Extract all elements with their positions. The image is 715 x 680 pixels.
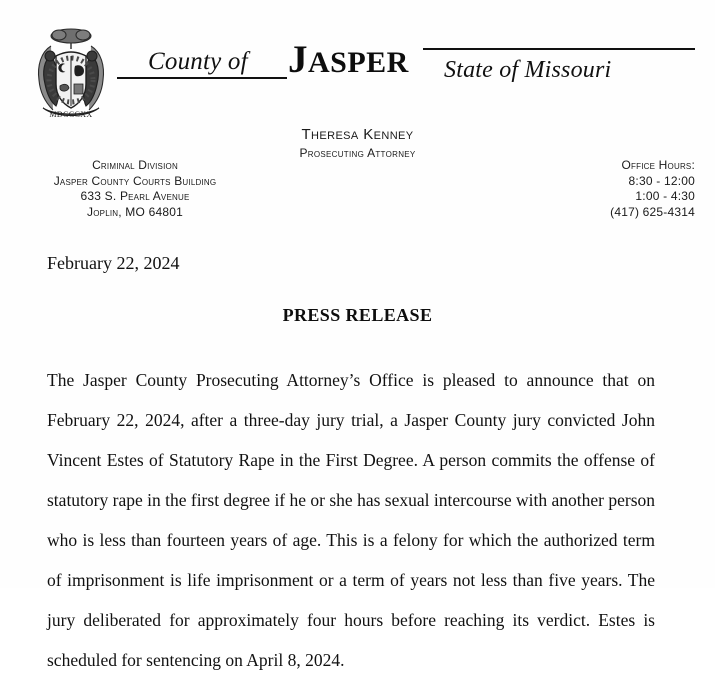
- letterhead-masthead: [0, 0, 715, 130]
- office-hours-morning: 8:30 - 12:00: [628, 173, 695, 188]
- missouri-county-seal-icon: [29, 26, 113, 122]
- state-label: State of Missouri: [444, 57, 612, 83]
- county-name-rest: ASPER: [308, 46, 409, 79]
- svg-text:MDCCCXX: MDCCCXX: [49, 110, 93, 119]
- press-release-headline: PRESS RELEASE: [282, 305, 433, 325]
- address-line-street: 633 S. Pearl Avenue: [80, 189, 190, 203]
- office-address-block: [20, 158, 250, 220]
- office-hours-afternoon: 1:00 - 4:30: [635, 189, 695, 203]
- office-hours-block: [495, 158, 695, 220]
- address-line-city: Joplin, MO 64801: [87, 204, 183, 219]
- masthead-rule-right: [423, 48, 695, 50]
- county-name-title: [288, 40, 409, 83]
- county-name-initial: J: [288, 38, 308, 81]
- address-line-division: Criminal Division: [92, 158, 178, 172]
- letter-date: February 22, 2024: [47, 253, 180, 273]
- masthead-rule-left: [117, 77, 287, 79]
- address-line-building: Jasper County Courts Building: [53, 173, 217, 188]
- office-phone-number: (417) 625-4314: [610, 204, 695, 219]
- press-release-body: The Jasper County Prosecuting Attorney’s Office is pleased to announce that on February 22, 2024, after a three-day jury trial, a Jasper County jury convicted John Vincent Estes of Statutory Rape in the First Degree. A person commits the offense of statutory rape in the first degree if he or she has sexual intercourse with another person who is less than fourteen years of age. This is a felony for which the authorized term of imprisonment is life imprisonment or a term of years not less than five years. The jury deliberated for approximately four hours before reaching its verdict. Estes is scheduled for sentencing on April 8, 2024.: [47, 370, 655, 670]
- officer-name: Theresa Kenney: [301, 126, 414, 143]
- office-hours-label: Office Hours:: [621, 158, 695, 172]
- officer-block: [0, 126, 715, 161]
- county-of-label: County of: [148, 48, 248, 75]
- officer-title: Prosecuting Attorney: [299, 146, 416, 160]
